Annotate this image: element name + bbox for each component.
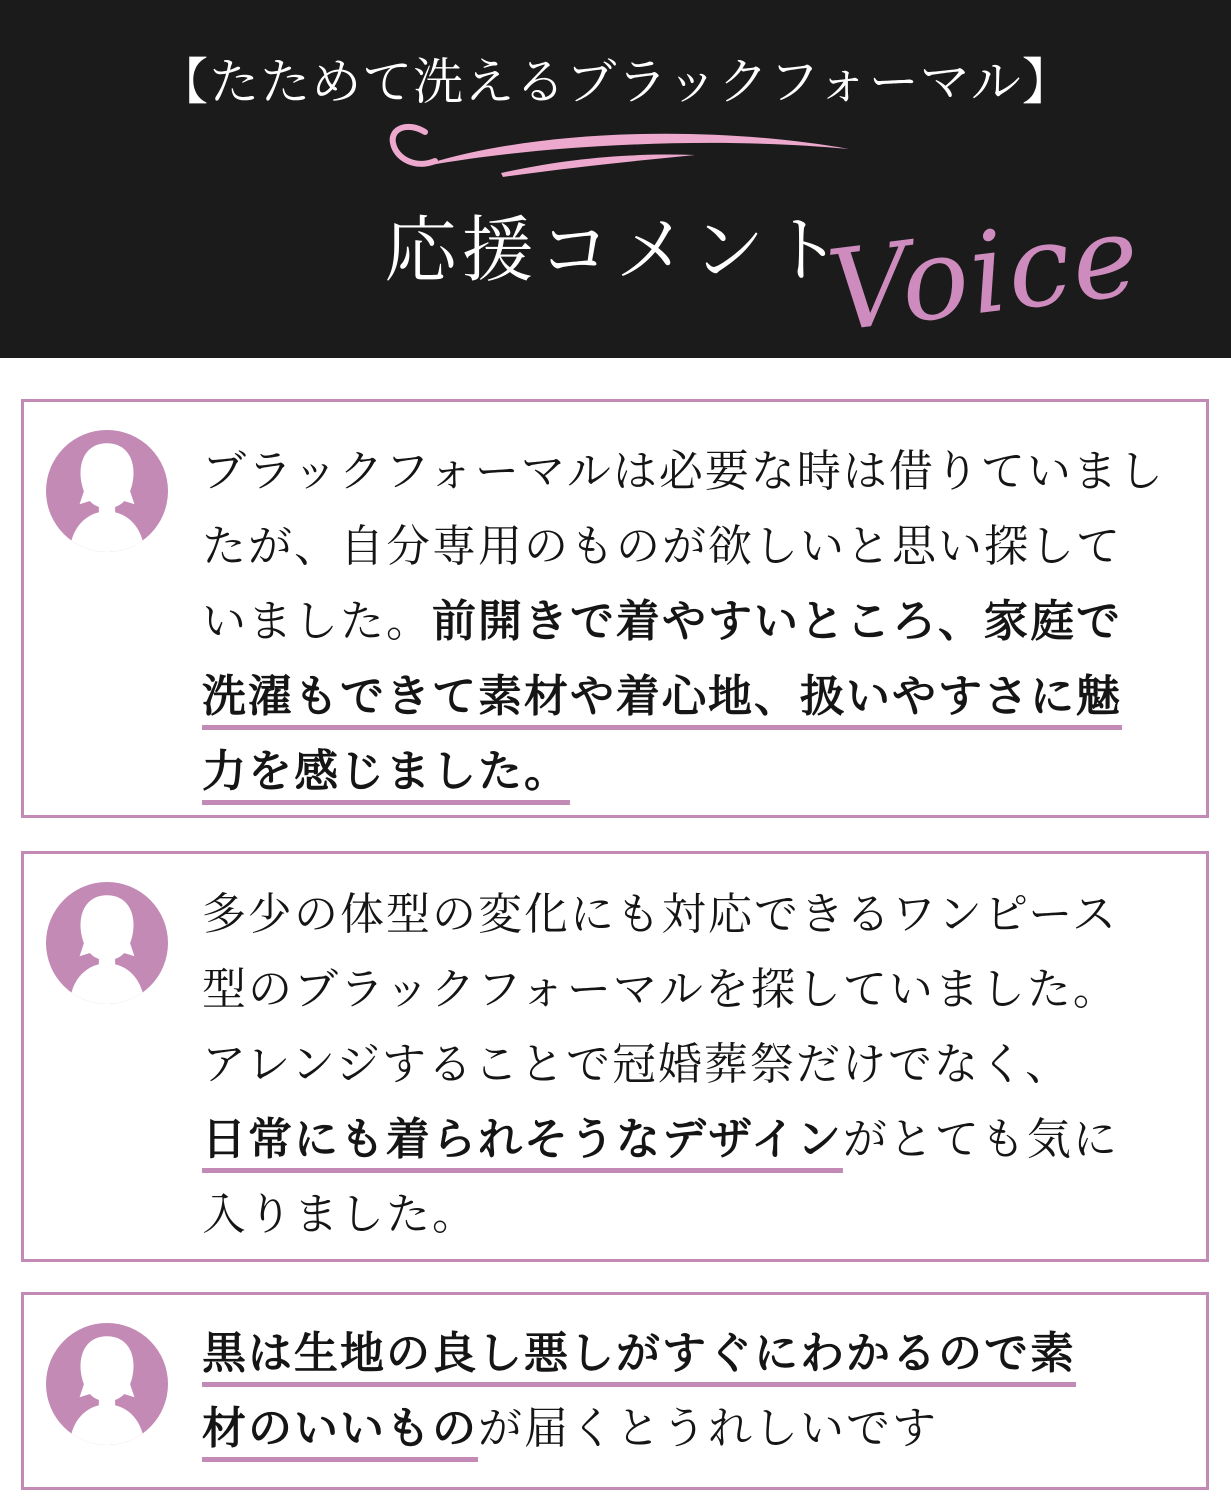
testimonial-text	[202, 434, 1165, 809]
person-silhouette-icon	[46, 882, 168, 1004]
testimonial-text	[202, 1316, 1076, 1466]
testimonial-line	[202, 1177, 1119, 1252]
testimonial-text-segment: 入りました。	[202, 1189, 478, 1240]
person-silhouette-icon	[46, 430, 168, 552]
testimonial-line	[202, 1316, 1076, 1391]
testimonial-line	[202, 584, 1165, 659]
testimonial-text-segment: 前開きで着やすいところ、家庭で	[432, 596, 1122, 647]
header-title: 【たためて洗えるブラックフォーマル】	[158, 53, 1073, 111]
testimonial-line	[202, 877, 1119, 952]
testimonial-line	[202, 1391, 1076, 1466]
testimonial-text-segment: 洗濯もできて素材や着心地、扱いやすさに魅	[202, 671, 1122, 722]
header-heading: 応援コメント	[384, 208, 847, 292]
testimonial-text-segment: 力を感じました。	[202, 746, 570, 797]
testimonial-text	[202, 877, 1119, 1252]
testimonial-line	[202, 434, 1165, 509]
header-banner	[0, 0, 1231, 358]
testimonial-card	[21, 399, 1209, 818]
testimonial-text-segment: いました。	[202, 596, 432, 647]
testimonial-text-segment: が届くとうれしいです	[478, 1403, 938, 1454]
testimonial-card	[21, 851, 1209, 1262]
person-silhouette-icon	[46, 1323, 168, 1445]
voice-script-text: Voice	[821, 190, 1148, 358]
testimonial-text-segment: がとても気に	[842, 1114, 1119, 1165]
testimonial-line	[202, 659, 1165, 734]
testimonial-text-segment: ブラックフォーマルは必要な時は借りていまし	[202, 446, 1165, 497]
testimonial-text-segment: 黒は生地の良し悪しがすぐにわかるので素	[202, 1328, 1076, 1379]
testimonial-text-segment: 型のブラックフォーマルを探していました。	[202, 964, 1119, 1015]
flourish-swash-icon	[383, 120, 855, 188]
testimonial-text-segment: 多少の体型の変化にも対応できるワンピース	[202, 889, 1119, 940]
testimonial-text-segment: 日常にも着られそうなデザイン	[202, 1114, 843, 1165]
testimonial-line	[202, 509, 1165, 584]
testimonial-text-segment: アレンジすることで冠婚葬祭だけでなく、	[202, 1039, 1072, 1090]
testimonial-text-segment: 材のいいもの	[202, 1403, 478, 1454]
testimonial-line	[202, 1027, 1119, 1102]
testimonial-text-segment: たが、自分専用のものが欲しいと思い探して	[202, 521, 1122, 572]
testimonial-line	[202, 952, 1119, 1027]
testimonial-card	[21, 1292, 1209, 1490]
testimonial-line	[202, 734, 1165, 809]
testimonial-line	[202, 1102, 1119, 1177]
